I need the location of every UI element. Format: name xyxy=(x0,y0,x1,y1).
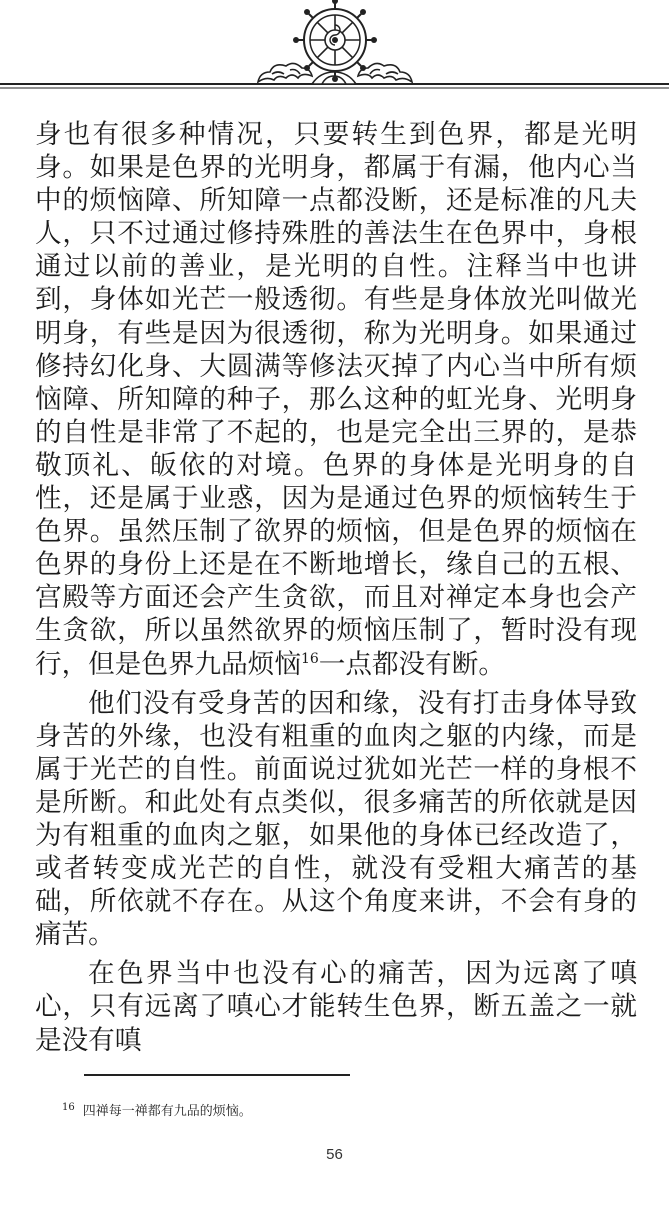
footnote-divider xyxy=(84,1074,350,1076)
right-cloud-icon xyxy=(358,63,412,82)
paragraph-1 xyxy=(35,118,637,681)
paragraph-1-text-after: 一点都没有断。 xyxy=(318,648,505,680)
body-text xyxy=(35,118,637,1057)
footnote-text: 四禅每一禅都有九品的烦恼。 xyxy=(82,1104,252,1119)
paragraph-2: 他们没有受身苦的因和缘，没有打击身体导致身苦的外缘，也没有粗重的血肉之躯的内缘，而是属于光芒的自性。前面说过犹如光芒一样的身根不是所断。和此处有点类似，很多痛苦的所依就是因为有粗重的血肉之躯，如果他的身体已经改造了，或者转变成光芒的自性，就没有受粗大痛苦的基础，所依就不存在。从这个角度来讲，不会有身的痛苦。 xyxy=(35,687,637,951)
paragraph-1-text: 身也有很多种情况，只要转生到色界，都是光明身。如果是色界的光明身，都属于有漏，他内心当中的烦恼障、所知障一点都没断，还是标准的凡夫人，只不过通过修持殊胜的善法生在色界中，身根通过以前的善业，是光明的自性。注释当中也讲到，身体如光芒一般透彻。有些是身体放光叫做光明身，有些是因为很透彻，称为光明身。如果通过修持幻化身、大圆满等修法灭掉了内心当中所有烦恼障、所知障的种子，那么这种的虹光身、光明身的自性是非常了不起的，也是完全出三界的，是恭敬顶礼、皈依的对境。色界的身体是光明身的自性，还是属于业惑，因为是通过色界的烦恼转生于色界。虽然压制了欲界的烦恼，但是色界的烦恼在色界的身份上还是在不断地增长，缘自己的五根、宫殿等方面还会产生贪欲，而且对禅定本身也会产生贪欲，所以虽然欲界的烦恼压制了，暂时没有现行，但是色界九品烦恼 xyxy=(35,119,637,680)
dharma-wheel-icon xyxy=(293,0,377,82)
dharma-wheel-header-ornament xyxy=(0,0,669,100)
footnote xyxy=(62,1100,622,1119)
page-header xyxy=(0,0,669,100)
footnote-reference[interactable]: 16 xyxy=(300,650,319,667)
page-number: 56 xyxy=(326,1146,343,1163)
paragraph-3: 在色界当中也没有心的痛苦，因为远离了嗔心，只有远离了嗔心才能转生色界，断五盖之一就是没有嗔 xyxy=(35,958,637,1056)
left-cloud-icon xyxy=(258,63,312,82)
footnote-mark: 16 xyxy=(62,1101,75,1113)
